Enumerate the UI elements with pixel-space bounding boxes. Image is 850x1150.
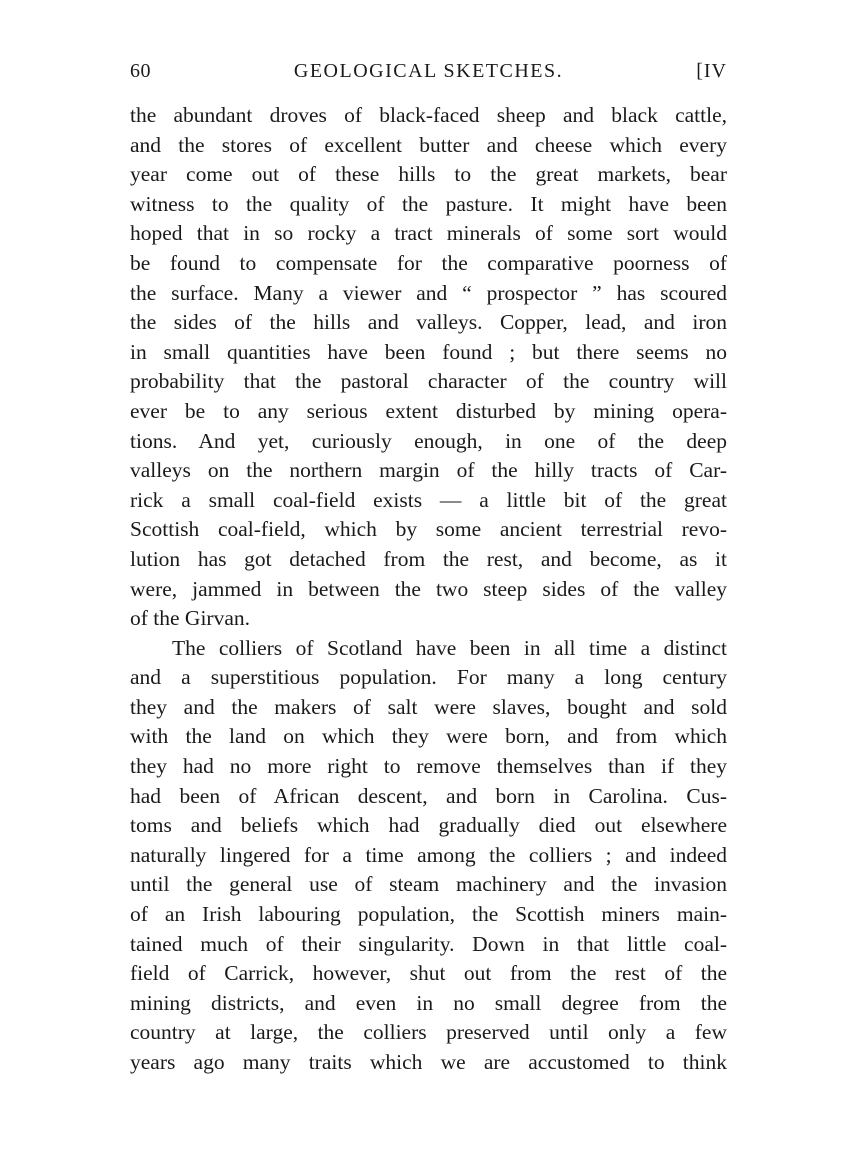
text-line: they and the makers of salt were slaves, bought and sold bbox=[130, 694, 727, 719]
text-line: Scottish coal-field, which by some ancient terrestrial revo- bbox=[130, 517, 727, 542]
text-line: mining districts, and even in no small degree from the bbox=[130, 990, 727, 1015]
text-line: the sides of the hills and valleys. Copper, lead, and iron bbox=[130, 310, 727, 335]
text-line: field of Carrick, however, shut out from the rest of the bbox=[130, 961, 727, 986]
running-title: GEOLOGICAL SKETCHES. bbox=[293, 60, 564, 82]
text-line: of an Irish labouring population, the Scottish miners main- bbox=[130, 902, 727, 927]
page-number: 60 bbox=[130, 60, 151, 82]
text-line: country at large, the colliers preserved until only a few bbox=[130, 1020, 727, 1045]
text-line: The colliers of Scotland have been in all time a distinct bbox=[172, 635, 727, 660]
text-line: tions. And yet, curiously enough, in one of the deep bbox=[130, 428, 727, 453]
paragraph bbox=[130, 101, 727, 634]
text-line: rick a small coal-field exists — a little bit of the great bbox=[130, 487, 727, 512]
text-line: tained much of their singularity. Down in that little coal- bbox=[130, 931, 727, 956]
text-line: until the general use of steam machinery and the invasion bbox=[130, 872, 727, 897]
text-line: toms and beliefs which had gradually died out elsewhere bbox=[130, 813, 727, 838]
text-line: and a superstitious population. For many a long century bbox=[130, 665, 727, 690]
text-line: of the Girvan. bbox=[130, 606, 251, 631]
running-head bbox=[130, 60, 727, 90]
text-line: probability that the pastoral character of the country will bbox=[130, 369, 727, 394]
text-line: ever be to any serious extent disturbed by mining opera- bbox=[130, 398, 727, 423]
text-line: valleys on the northern margin of the hilly tracts of Car- bbox=[130, 458, 727, 483]
text-line: had been of African descent, and born in Carolina. Cus- bbox=[130, 783, 727, 808]
body-text bbox=[130, 101, 727, 1078]
text-line: were, jammed in between the two steep sides of the valley bbox=[130, 576, 727, 601]
text-line: they had no more right to remove themselves than if they bbox=[130, 754, 727, 779]
text-line: and the stores of excellent butter and cheese which every bbox=[130, 132, 727, 157]
text-line: naturally lingered for a time among the colliers ; and indeed bbox=[130, 842, 727, 867]
text-line: years ago many traits which we are accustomed to think bbox=[130, 1050, 727, 1074]
text-line: hoped that in so rocky a tract minerals of some sort would bbox=[130, 221, 727, 246]
chapter-marker: [IV bbox=[696, 60, 727, 82]
text-line: with the land on which they were born, and from which bbox=[130, 724, 727, 749]
text-line: year come out of these hills to the great markets, bear bbox=[130, 162, 727, 187]
text-line: be found to compensate for the comparative poorness of bbox=[130, 250, 727, 275]
paragraph bbox=[130, 634, 727, 1078]
text-line: in small quantities have been found ; but there seems no bbox=[130, 339, 727, 364]
text-line: the surface. Many a viewer and “ prospector ” has scoured bbox=[130, 280, 727, 305]
text-line: the abundant droves of black-faced sheep and black cattle, bbox=[130, 103, 727, 127]
text-line: witness to the quality of the pasture. It might have been bbox=[130, 191, 727, 216]
text-line: lution has got detached from the rest, and become, as it bbox=[130, 546, 727, 571]
